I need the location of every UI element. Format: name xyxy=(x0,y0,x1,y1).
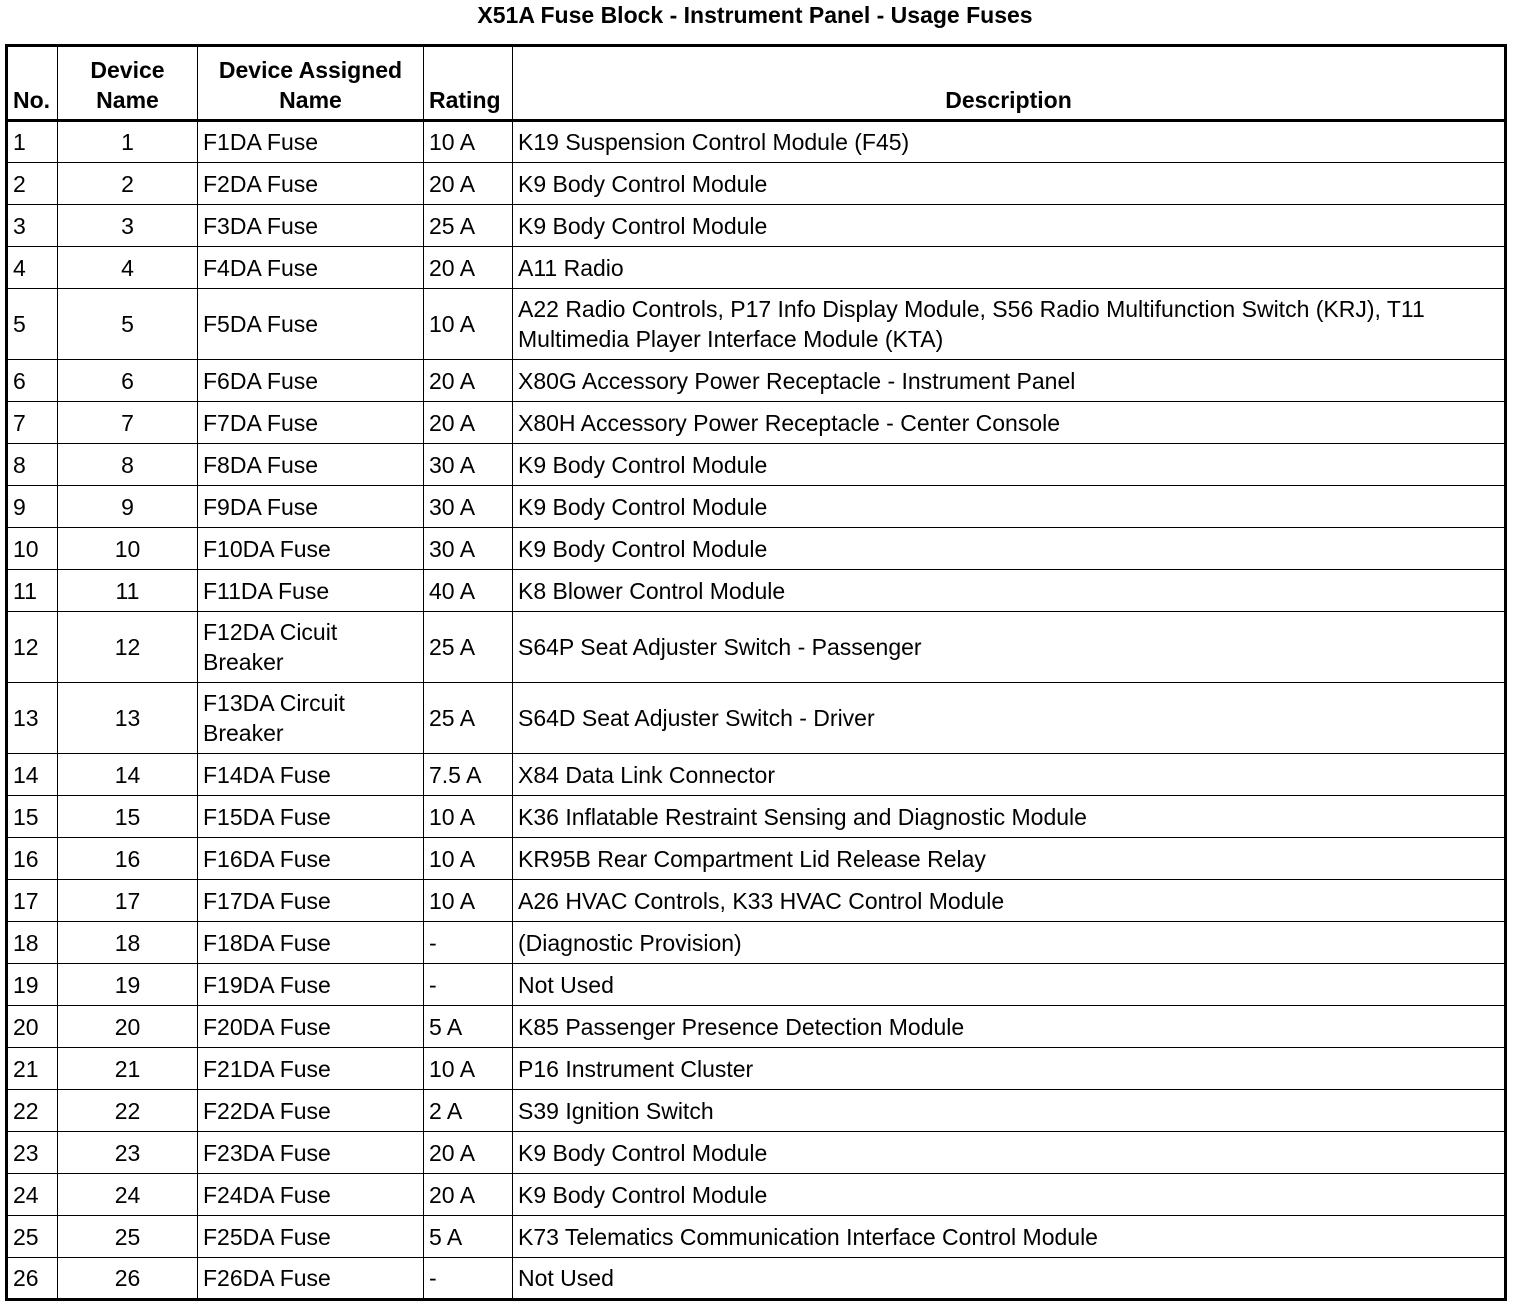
table-row xyxy=(7,754,1506,796)
cell-device-assigned-name: F22DA Fuse xyxy=(198,1090,424,1132)
cell-description: KR95B Rear Compartment Lid Release Relay xyxy=(513,838,1506,880)
cell-device-assigned-name: F7DA Fuse xyxy=(198,402,424,444)
cell-device-name: 10 xyxy=(58,528,198,570)
cell-no: 22 xyxy=(7,1090,58,1132)
cell-rating: 40 A xyxy=(424,570,513,612)
cell-description: K9 Body Control Module xyxy=(513,163,1506,205)
cell-device-name: 12 xyxy=(58,612,198,683)
cell-device-assigned-name: F11DA Fuse xyxy=(198,570,424,612)
cell-description: A11 Radio xyxy=(513,247,1506,289)
cell-no: 14 xyxy=(7,754,58,796)
cell-description: K9 Body Control Module xyxy=(513,486,1506,528)
cell-no: 6 xyxy=(7,360,58,402)
table-body xyxy=(7,121,1506,1300)
cell-description: (Diagnostic Provision) xyxy=(513,922,1506,964)
cell-description: K19 Suspension Control Module (F45) xyxy=(513,121,1506,163)
table-row xyxy=(7,247,1506,289)
header-rating: Rating xyxy=(424,46,513,121)
cell-no: 11 xyxy=(7,570,58,612)
cell-description: A22 Radio Controls, P17 Info Display Module, S56 Radio Multifunction Switch (KRJ), T11 Multimedia Player Interface Module (KTA) xyxy=(513,289,1506,360)
table-row xyxy=(7,402,1506,444)
table-row xyxy=(7,612,1506,683)
cell-no: 24 xyxy=(7,1174,58,1216)
cell-description: K9 Body Control Module xyxy=(513,444,1506,486)
cell-rating: 20 A xyxy=(424,247,513,289)
cell-device-assigned-name: F16DA Fuse xyxy=(198,838,424,880)
cell-rating: 10 A xyxy=(424,121,513,163)
cell-rating: 20 A xyxy=(424,1132,513,1174)
cell-no: 9 xyxy=(7,486,58,528)
cell-no: 2 xyxy=(7,163,58,205)
cell-device-name: 23 xyxy=(58,1132,198,1174)
cell-device-name: 15 xyxy=(58,796,198,838)
cell-rating: 20 A xyxy=(424,402,513,444)
cell-description: S39 Ignition Switch xyxy=(513,1090,1506,1132)
cell-device-name: 21 xyxy=(58,1048,198,1090)
cell-device-name: 2 xyxy=(58,163,198,205)
cell-rating: 2 A xyxy=(424,1090,513,1132)
cell-description: K36 Inflatable Restraint Sensing and Diagnostic Module xyxy=(513,796,1506,838)
cell-description: A26 HVAC Controls, K33 HVAC Control Module xyxy=(513,880,1506,922)
cell-device-assigned-name: F2DA Fuse xyxy=(198,163,424,205)
cell-device-assigned-name: F24DA Fuse xyxy=(198,1174,424,1216)
cell-description: Not Used xyxy=(513,1258,1506,1300)
table-row xyxy=(7,1090,1506,1132)
cell-device-assigned-name: F3DA Fuse xyxy=(198,205,424,247)
cell-no: 8 xyxy=(7,444,58,486)
cell-no: 23 xyxy=(7,1132,58,1174)
header-device-name: Device Name xyxy=(58,46,198,121)
cell-rating: 25 A xyxy=(424,683,513,754)
cell-rating: 10 A xyxy=(424,880,513,922)
cell-rating: 25 A xyxy=(424,205,513,247)
cell-device-name: 18 xyxy=(58,922,198,964)
cell-device-name: 20 xyxy=(58,1006,198,1048)
cell-no: 26 xyxy=(7,1258,58,1300)
cell-device-name: 19 xyxy=(58,964,198,1006)
cell-no: 25 xyxy=(7,1216,58,1258)
cell-description: S64D Seat Adjuster Switch - Driver xyxy=(513,683,1506,754)
header-device-assigned-name: Device Assigned Name xyxy=(198,46,424,121)
table-row xyxy=(7,1048,1506,1090)
cell-rating: - xyxy=(424,1258,513,1300)
cell-no: 21 xyxy=(7,1048,58,1090)
cell-rating: 25 A xyxy=(424,612,513,683)
cell-device-name: 3 xyxy=(58,205,198,247)
cell-device-name: 16 xyxy=(58,838,198,880)
cell-no: 1 xyxy=(7,121,58,163)
cell-no: 5 xyxy=(7,289,58,360)
table-row xyxy=(7,964,1506,1006)
cell-device-assigned-name: F6DA Fuse xyxy=(198,360,424,402)
cell-device-assigned-name: F17DA Fuse xyxy=(198,880,424,922)
table-row xyxy=(7,880,1506,922)
cell-device-name: 25 xyxy=(58,1216,198,1258)
cell-no: 7 xyxy=(7,402,58,444)
cell-device-assigned-name: F10DA Fuse xyxy=(198,528,424,570)
cell-device-assigned-name: F4DA Fuse xyxy=(198,247,424,289)
cell-device-name: 14 xyxy=(58,754,198,796)
table-row xyxy=(7,121,1506,163)
cell-rating: 5 A xyxy=(424,1216,513,1258)
cell-rating: 10 A xyxy=(424,796,513,838)
cell-device-name: 9 xyxy=(58,486,198,528)
cell-no: 10 xyxy=(7,528,58,570)
cell-no: 12 xyxy=(7,612,58,683)
table-row xyxy=(7,570,1506,612)
cell-device-assigned-name: F12DA Cicuit Breaker xyxy=(198,612,424,683)
cell-description: P16 Instrument Cluster xyxy=(513,1048,1506,1090)
cell-rating: 7.5 A xyxy=(424,754,513,796)
cell-description: X80G Accessory Power Receptacle - Instrument Panel xyxy=(513,360,1506,402)
cell-description: K9 Body Control Module xyxy=(513,205,1506,247)
cell-no: 17 xyxy=(7,880,58,922)
table-row xyxy=(7,922,1506,964)
page-title: X51A Fuse Block - Instrument Panel - Usage Fuses xyxy=(477,2,1033,28)
cell-no: 15 xyxy=(7,796,58,838)
table-row xyxy=(7,289,1506,360)
table-row xyxy=(7,683,1506,754)
cell-rating: 5 A xyxy=(424,1006,513,1048)
cell-description: K9 Body Control Module xyxy=(513,1132,1506,1174)
cell-device-assigned-name: F14DA Fuse xyxy=(198,754,424,796)
table-row xyxy=(7,1258,1506,1300)
cell-device-name: 11 xyxy=(58,570,198,612)
cell-device-name: 13 xyxy=(58,683,198,754)
table-row xyxy=(7,360,1506,402)
cell-device-assigned-name: F19DA Fuse xyxy=(198,964,424,1006)
table-row xyxy=(7,486,1506,528)
cell-rating: 30 A xyxy=(424,486,513,528)
header-no: No. xyxy=(7,46,58,121)
cell-no: 4 xyxy=(7,247,58,289)
cell-description: K9 Body Control Module xyxy=(513,1174,1506,1216)
cell-device-name: 6 xyxy=(58,360,198,402)
table-row xyxy=(7,1006,1506,1048)
cell-device-assigned-name: F21DA Fuse xyxy=(198,1048,424,1090)
table-row xyxy=(7,163,1506,205)
cell-rating: 10 A xyxy=(424,1048,513,1090)
header-description: Description xyxy=(513,46,1506,121)
cell-description: K73 Telematics Communication Interface Control Module xyxy=(513,1216,1506,1258)
fuse-usage-table xyxy=(5,44,1507,1301)
table-row xyxy=(7,1216,1506,1258)
cell-no: 18 xyxy=(7,922,58,964)
table-row xyxy=(7,528,1506,570)
cell-device-assigned-name: F9DA Fuse xyxy=(198,486,424,528)
cell-device-name: 5 xyxy=(58,289,198,360)
table-row xyxy=(7,796,1506,838)
table-row xyxy=(7,1132,1506,1174)
cell-rating: - xyxy=(424,964,513,1006)
table-row xyxy=(7,1174,1506,1216)
cell-device-assigned-name: F25DA Fuse xyxy=(198,1216,424,1258)
cell-rating: 30 A xyxy=(424,444,513,486)
cell-no: 13 xyxy=(7,683,58,754)
table-row xyxy=(7,444,1506,486)
cell-rating: 20 A xyxy=(424,360,513,402)
cell-device-name: 1 xyxy=(58,121,198,163)
cell-device-assigned-name: F26DA Fuse xyxy=(198,1258,424,1300)
cell-description: K85 Passenger Presence Detection Module xyxy=(513,1006,1506,1048)
cell-no: 3 xyxy=(7,205,58,247)
cell-no: 19 xyxy=(7,964,58,1006)
table-row xyxy=(7,205,1506,247)
cell-device-assigned-name: F13DA Circuit Breaker xyxy=(198,683,424,754)
cell-description: X84 Data Link Connector xyxy=(513,754,1506,796)
cell-device-name: 24 xyxy=(58,1174,198,1216)
cell-no: 16 xyxy=(7,838,58,880)
cell-device-assigned-name: F20DA Fuse xyxy=(198,1006,424,1048)
cell-device-name: 7 xyxy=(58,402,198,444)
cell-description: K8 Blower Control Module xyxy=(513,570,1506,612)
cell-rating: 20 A xyxy=(424,163,513,205)
cell-description: S64P Seat Adjuster Switch - Passenger xyxy=(513,612,1506,683)
cell-device-assigned-name: F1DA Fuse xyxy=(198,121,424,163)
table-row xyxy=(7,838,1506,880)
cell-device-name: 8 xyxy=(58,444,198,486)
cell-rating: 20 A xyxy=(424,1174,513,1216)
cell-device-name: 4 xyxy=(58,247,198,289)
cell-device-assigned-name: F15DA Fuse xyxy=(198,796,424,838)
cell-description: K9 Body Control Module xyxy=(513,528,1506,570)
cell-device-assigned-name: F23DA Fuse xyxy=(198,1132,424,1174)
cell-device-assigned-name: F8DA Fuse xyxy=(198,444,424,486)
cell-description: Not Used xyxy=(513,964,1506,1006)
cell-device-name: 22 xyxy=(58,1090,198,1132)
cell-no: 20 xyxy=(7,1006,58,1048)
cell-rating: 10 A xyxy=(424,289,513,360)
table-header-row xyxy=(7,46,1506,121)
cell-rating: 30 A xyxy=(424,528,513,570)
cell-device-name: 26 xyxy=(58,1258,198,1300)
cell-device-name: 17 xyxy=(58,880,198,922)
cell-device-assigned-name: F5DA Fuse xyxy=(198,289,424,360)
cell-rating: 10 A xyxy=(424,838,513,880)
cell-rating: - xyxy=(424,922,513,964)
cell-device-assigned-name: F18DA Fuse xyxy=(198,922,424,964)
cell-description: X80H Accessory Power Receptacle - Center Console xyxy=(513,402,1506,444)
